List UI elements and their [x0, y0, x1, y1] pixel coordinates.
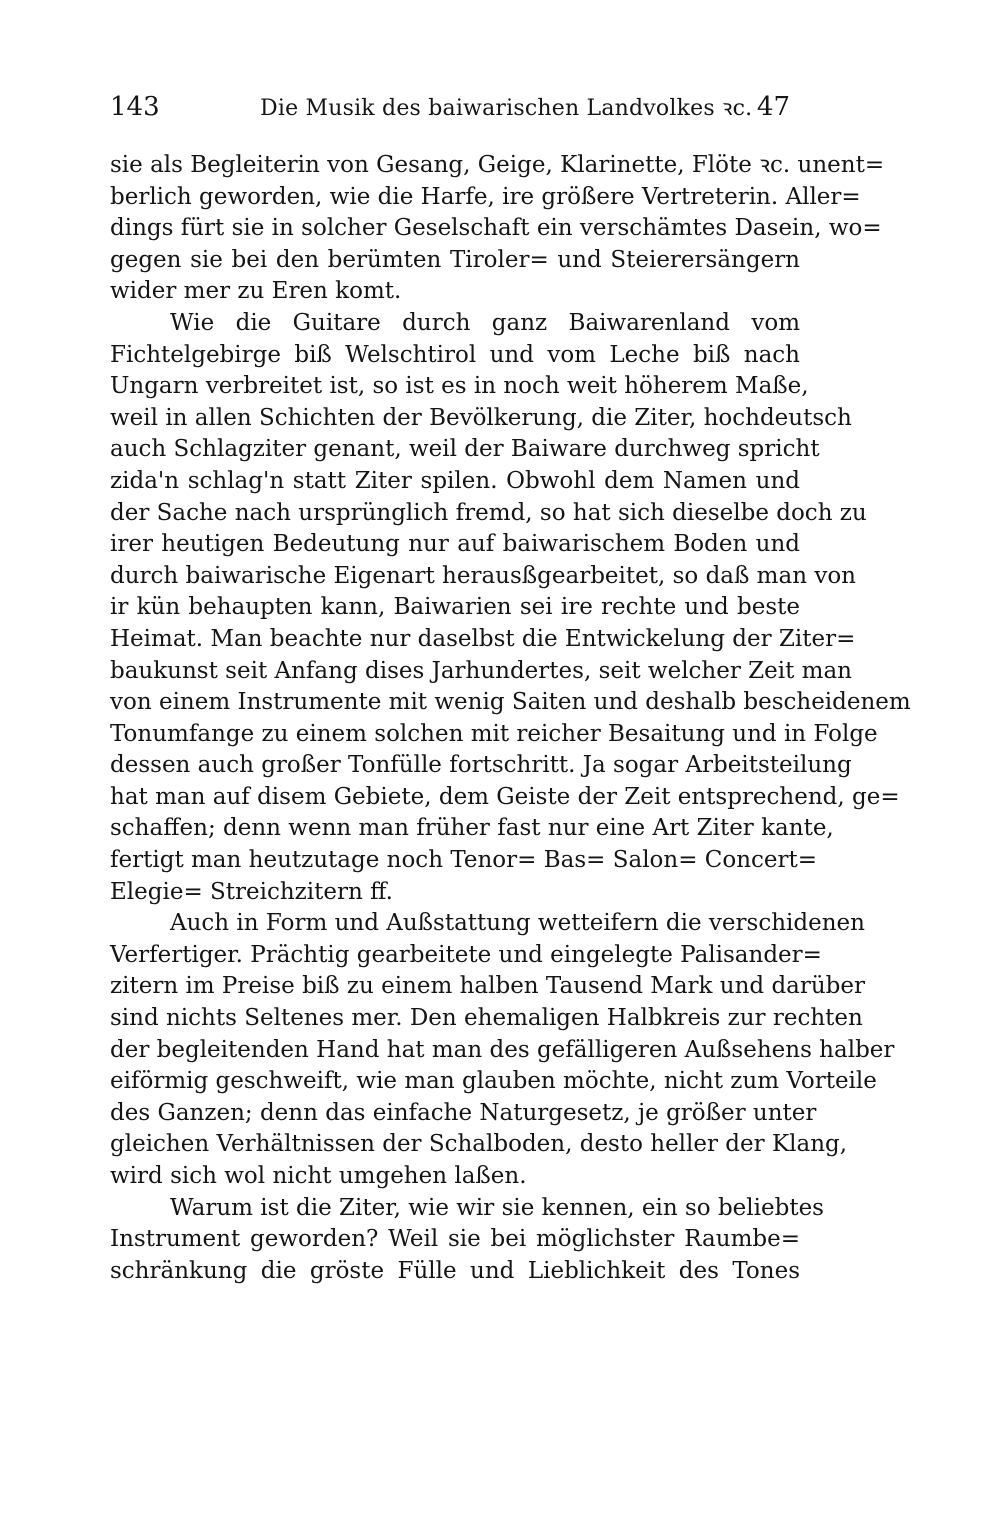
text-line: dessen auch großer Tonfülle fortschritt. Ja sogar Arbeitsteilung	[110, 752, 852, 779]
text-line: Fichtelgebirge biß Welschtirol und vom Leche biß nach	[110, 341, 800, 368]
text-line: Tonumfange zu einem solchen mit reicher Besaitung und in Folge	[110, 720, 878, 747]
left-page-number: 143	[110, 92, 160, 122]
text-line: des Ganzen; denn das einfache Naturgesetz, je größer unter	[110, 1099, 817, 1126]
text-line: wider mer zu Eren komt.	[110, 278, 402, 305]
text-line: Warum ist die Ziter, wie wir sie kennen, ein so beliebtes	[170, 1194, 824, 1221]
text-line: der begleitenden Hand hat man des gefälligeren Außsehens halber	[110, 1036, 895, 1063]
text-line: Instrument geworden? Weil sie bei möglichster Raumbe=	[110, 1226, 800, 1253]
text-line: gleichen Verhältnissen der Schalboden, desto heller der Klang,	[110, 1131, 848, 1158]
text-line: Heimat. Man beachte nur daselbst die Entwickelung der Ziter=	[110, 625, 856, 652]
text-line: schränkung die gröste Fülle und Lieblichkeit des Tones	[110, 1257, 800, 1284]
page-header	[110, 92, 790, 128]
text-line: sie als Begleiterin von Gesang, Geige, Klarinette, Flöte ꝛc. unent=	[110, 152, 885, 178]
text-line: wird sich wol nicht umgehen laßen.	[110, 1163, 527, 1189]
text-line: zitern im Preise biß zu einem halben Tausend Mark und darüber	[110, 973, 866, 1000]
text-line: dings fürt sie in solcher Geselschaft ein verschämtes Dasein, wo=	[110, 215, 882, 242]
running-title: Die Musik des baiwarischen Landvolkes ꝛc.	[260, 96, 753, 121]
text-line: irer heutigen Bedeutung nur auf baiwarischem Boden und	[110, 531, 800, 558]
text-line: berlich geworden, wie die Harfe, ire größere Vertreterin. Aller=	[110, 183, 861, 210]
right-page-number: 47	[756, 92, 790, 122]
text-line: ir kün behaupten kann, Baiwarien sei ire rechte und beste	[110, 594, 800, 621]
text-line: sind nichts Seltenes mer. Den ehemaligen Halbkreis zur rechten	[110, 1005, 863, 1032]
text-line: von einem Instrumente mit wenig Saiten und deshalb bescheidenem	[110, 689, 911, 716]
text-line: zida'n schlag'n statt Ziter spilen. Obwohl dem Namen und	[110, 467, 800, 494]
text-line: weil in allen Schichten der Bevölkerung, die Ziter, hochdeutsch	[110, 404, 852, 431]
body-text	[110, 150, 911, 1287]
text-line: Wie die Guitare durch ganz Baiwarenland vom	[170, 309, 800, 336]
text-line: auch Schlagziter genant, weil der Baiware durchweg spricht	[110, 436, 820, 463]
text-line: Elegie= Streichzitern ff.	[110, 878, 393, 905]
text-line: Auch in Form und Außstattung wetteifern die verschidenen	[170, 910, 865, 937]
text-line: baukunst seit Anfang dises Jarhundertes, seit welcher Zeit man	[110, 657, 852, 684]
text-line: hat man auf disem Gebiete, dem Geiste der Zeit entsprechend, ge=	[110, 783, 900, 810]
text-line: schaffen; denn wenn man früher fast nur eine Art Ziter kante,	[110, 815, 834, 842]
text-line: der Sache nach ursprünglich fremd, so hat sich dieselbe doch zu	[110, 499, 867, 526]
text-line: eiförmig geschweift, wie man glauben möchte, nicht zum Vorteile	[110, 1068, 877, 1095]
text-line: Ungarn verbreitet ist, so ist es in noch weit höherem Maße,	[110, 373, 809, 400]
text-line: Verfertiger. Prächtig gearbeitete und eingelegte Palisander=	[110, 941, 822, 968]
text-line: durch baiwarische Eigenart herausßgearbeitet, so daß man von	[110, 562, 856, 589]
text-line: gegen sie bei den berümten Tiroler= und Steierersängern	[110, 246, 800, 273]
text-line: fertigt man heutzutage noch Tenor= Bas= Salon= Concert=	[110, 847, 818, 874]
